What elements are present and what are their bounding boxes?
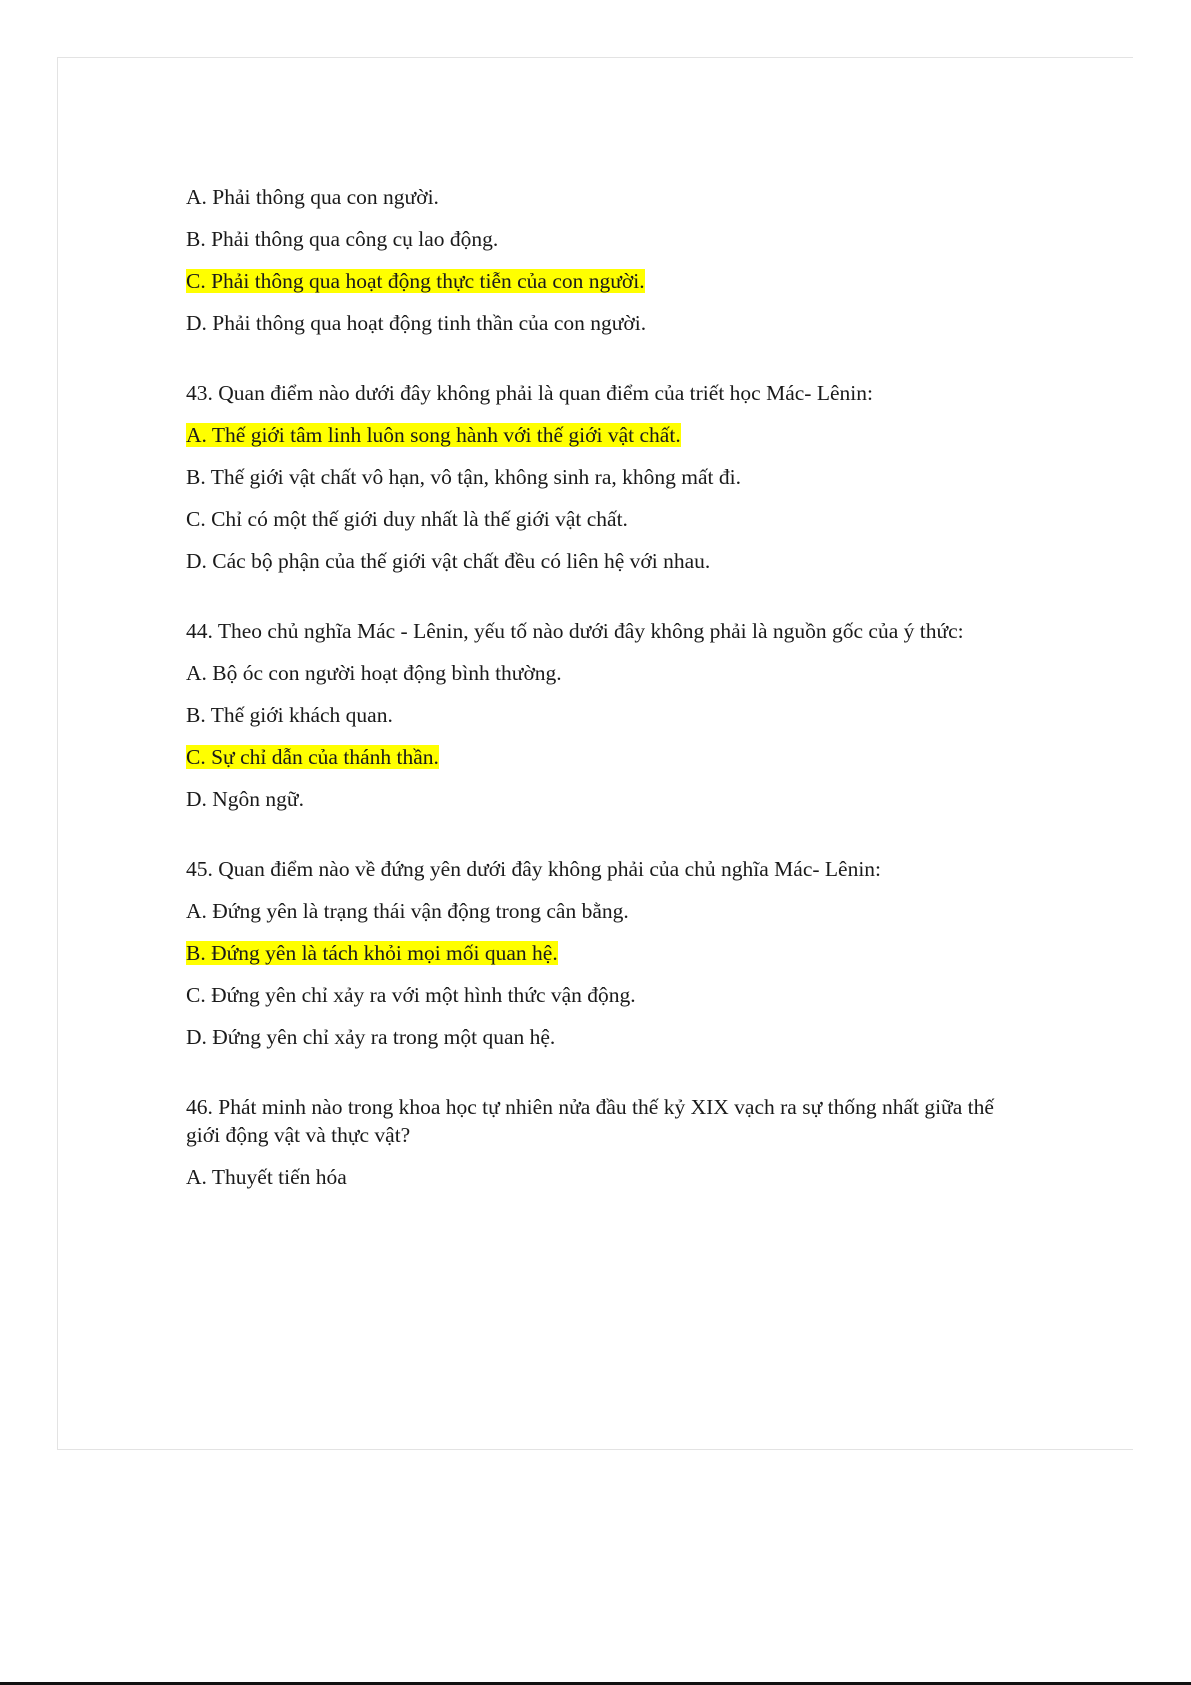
answer-option-correct: C. Phải thông qua hoạt động thực tiễn của con người. <box>186 269 645 293</box>
answer-option: B. Thế giới khách quan. <box>186 703 393 727</box>
answer-option: B. Phải thông qua công cụ lao động. <box>186 227 499 251</box>
answer-option-correct: C. Sự chỉ dẫn của thánh thần. <box>186 745 439 769</box>
question-block-43 <box>186 379 1026 575</box>
answer-option: A. Bộ óc con người hoạt động bình thường. <box>186 661 562 685</box>
answer-option: B. Thế giới vật chất vô hạn, vô tận, không sinh ra, không mất đi. <box>186 465 741 489</box>
answer-option: A. Phải thông qua con người. <box>186 185 439 209</box>
question-text: 43. Quan điểm nào dưới đây không phải là quan điểm của triết học Mác- Lênin: <box>186 381 873 405</box>
question-text: 44. Theo chủ nghĩa Mác - Lênin, yếu tố nào dưới đây không phải là nguồn gốc của ý thức: <box>186 619 964 643</box>
document-page <box>57 57 1133 1450</box>
answer-option: A. Thuyết tiến hóa <box>186 1165 347 1189</box>
answer-option: D. Các bộ phận của thế giới vật chất đều có liên hệ với nhau. <box>186 549 711 573</box>
question-block-46 <box>186 1093 1026 1191</box>
question-text: 46. Phát minh nào trong khoa học tự nhiên nửa đầu thế kỷ XIX vạch ra sự thống nhất giữa thế giới động vật và thực vật? <box>186 1095 994 1147</box>
answer-option: D. Phải thông qua hoạt động tinh thần của con người. <box>186 311 647 335</box>
answer-option: C. Đứng yên chỉ xảy ra với một hình thức vận động. <box>186 983 636 1007</box>
page-content <box>186 183 1026 1205</box>
answer-option-correct: A. Thế giới tâm linh luôn song hành với thế giới vật chất. <box>186 423 681 447</box>
answer-option: D. Ngôn ngữ. <box>186 787 304 811</box>
answer-option: A. Đứng yên là trạng thái vận động trong cân bằng. <box>186 899 629 923</box>
answer-option: C. Chỉ có một thế giới duy nhất là thế giới vật chất. <box>186 507 628 531</box>
question-block-45 <box>186 855 1026 1051</box>
answer-option-correct: B. Đứng yên là tách khỏi mọi mối quan hệ. <box>186 941 558 965</box>
question-text: 45. Quan điểm nào về đứng yên dưới đây không phải của chủ nghĩa Mác- Lênin: <box>186 857 882 881</box>
answer-option: D. Đứng yên chỉ xảy ra trong một quan hệ. <box>186 1025 556 1049</box>
answer-group-42 <box>186 183 1026 337</box>
question-block-44 <box>186 617 1026 813</box>
